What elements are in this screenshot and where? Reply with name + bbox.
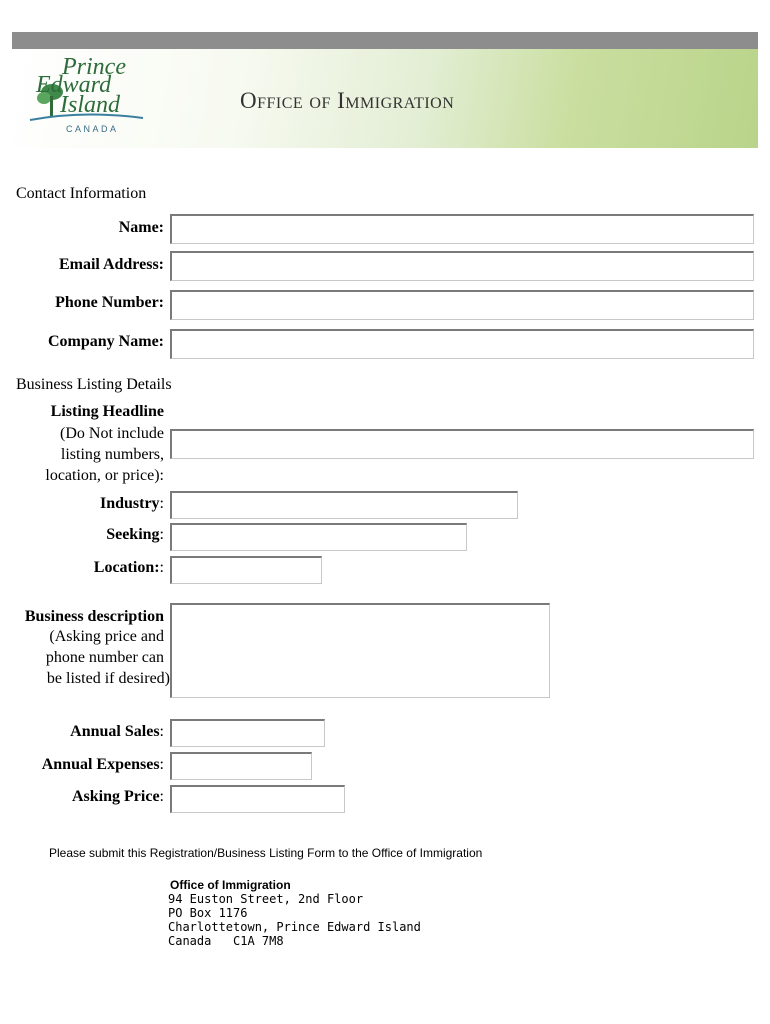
submit-instructions: Please submit this Registration/Business Listing Form to the Office of Immigration [49,846,483,860]
headline-note-2: listing numbers, [60,446,164,463]
office-name: Office of Immigration [170,878,291,892]
description-note-2: phone number can [45,649,164,666]
seeking-field[interactable] [170,523,467,551]
page-title: Office of Immigration [240,88,455,113]
description-textarea[interactable] [170,603,550,698]
listing-heading: Business Listing Details [16,376,172,393]
asking-price-label: Asking Price: [72,788,164,805]
phone-label: Phone Number: [55,294,164,311]
location-field[interactable] [170,556,322,584]
logo-country: CANADA [66,124,119,134]
annual-sales-field[interactable] [170,719,325,747]
annual-expenses-label: Annual Expenses: [41,756,164,773]
name-label: Name: [118,219,164,236]
logo-line-3: Island [60,92,120,118]
annual-sales-label: Annual Sales: [70,723,164,740]
address-line-2: PO Box 1176 [168,906,248,920]
headline-field[interactable] [170,429,754,459]
headline-label: Listing Headline [50,403,164,420]
logo-line-2: Edward [36,72,112,98]
seeking-label: Seeking: [106,526,164,543]
email-field[interactable] [170,251,754,281]
phone-field[interactable] [170,290,754,320]
logo-line-1: Prince [62,54,126,80]
industry-field[interactable] [170,491,518,519]
description-label: Business description [24,608,164,625]
asking-price-field[interactable] [170,785,345,813]
address-line-1: 94 Euston Street, 2nd Floor [168,892,364,906]
location-label: Location:: [93,559,164,576]
contact-heading: Contact Information [16,185,147,202]
address-line-4: Canada C1A 7M8 [168,934,284,948]
description-note-3: be listed if desired) [46,670,170,687]
email-label: Email Address: [58,256,164,273]
banner-top-bar [12,32,758,49]
company-field[interactable] [170,329,754,359]
annual-expenses-field[interactable] [170,752,312,780]
name-field[interactable] [170,214,754,244]
description-note-1: (Asking price and [49,628,164,645]
headline-note-1: (Do Not include [60,425,164,442]
company-label: Company Name: [48,333,164,350]
headline-note-3: location, or price): [45,467,164,484]
address-line-3: Charlottetown, Prince Edward Island [168,920,421,934]
industry-label: Industry: [99,495,164,512]
